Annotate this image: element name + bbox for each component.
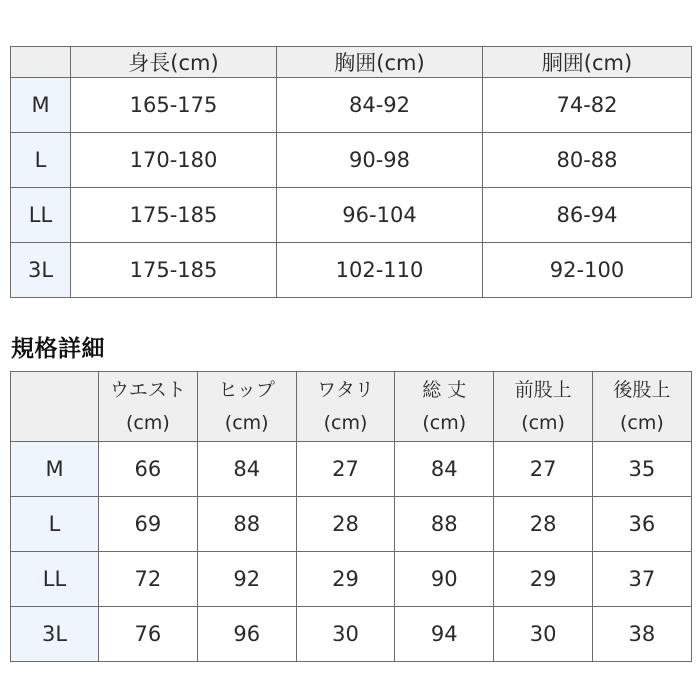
waist-cell: 86-94 xyxy=(483,188,692,243)
thigh-width-header: ワタリ (cm) xyxy=(296,372,395,442)
size-label: L xyxy=(11,497,99,552)
size-label: M xyxy=(11,78,71,133)
spec-cell: 72 xyxy=(99,552,198,607)
spec-cell: 37 xyxy=(592,552,691,607)
spec-cell: 96 xyxy=(197,607,296,662)
table-row xyxy=(11,442,692,497)
total-length-header: 総 丈 (cm) xyxy=(395,372,494,442)
spec-cell: 69 xyxy=(99,497,198,552)
spec-cell: 90 xyxy=(395,552,494,607)
spec-cell: 29 xyxy=(296,552,395,607)
spec-cell: 27 xyxy=(494,442,593,497)
table-row xyxy=(11,497,692,552)
size-label: 3L xyxy=(11,607,99,662)
front-rise-header: 前股上 (cm) xyxy=(494,372,593,442)
table-row xyxy=(11,78,692,133)
table-row xyxy=(11,607,692,662)
size-label: L xyxy=(11,133,71,188)
height-cell: 175-185 xyxy=(71,188,277,243)
chest-cell: 96-104 xyxy=(277,188,483,243)
chest-header: 胸囲(cm) xyxy=(277,47,483,78)
chest-cell: 90-98 xyxy=(277,133,483,188)
size-label: LL xyxy=(11,552,99,607)
spec-cell: 84 xyxy=(395,442,494,497)
spec-table-corner xyxy=(11,372,99,442)
back-rise-header: 後股上 (cm) xyxy=(592,372,691,442)
hip-header: ヒップ (cm) xyxy=(197,372,296,442)
spec-cell: 84 xyxy=(197,442,296,497)
waist-header: 胴囲(cm) xyxy=(483,47,692,78)
spec-cell: 94 xyxy=(395,607,494,662)
size-label: 3L xyxy=(11,243,71,298)
height-cell: 170-180 xyxy=(71,133,277,188)
table-row xyxy=(11,188,692,243)
waist-cell: 80-88 xyxy=(483,133,692,188)
height-header: 身長(cm) xyxy=(71,47,277,78)
size-table-header-row xyxy=(11,47,692,78)
spec-cell: 38 xyxy=(592,607,691,662)
table-row xyxy=(11,552,692,607)
table-row xyxy=(11,133,692,188)
spec-cell: 92 xyxy=(197,552,296,607)
chest-cell: 102-110 xyxy=(277,243,483,298)
size-table xyxy=(10,46,692,298)
spec-cell: 28 xyxy=(296,497,395,552)
spec-cell: 30 xyxy=(296,607,395,662)
height-cell: 165-175 xyxy=(71,78,277,133)
spec-cell: 35 xyxy=(592,442,691,497)
waist-measure-header: ウエスト (cm) xyxy=(99,372,198,442)
spec-cell: 76 xyxy=(99,607,198,662)
waist-cell: 74-82 xyxy=(483,78,692,133)
table-row xyxy=(11,243,692,298)
spec-cell: 29 xyxy=(494,552,593,607)
spec-cell: 28 xyxy=(494,497,593,552)
spec-cell: 88 xyxy=(395,497,494,552)
size-table-corner xyxy=(11,47,71,78)
waist-cell: 92-100 xyxy=(483,243,692,298)
spec-cell: 88 xyxy=(197,497,296,552)
size-label: M xyxy=(11,442,99,497)
spec-table-header-row xyxy=(11,372,692,442)
spec-cell: 36 xyxy=(592,497,691,552)
spec-table xyxy=(10,371,692,662)
chest-cell: 84-92 xyxy=(277,78,483,133)
spec-section-title: 規格詳細 xyxy=(11,336,105,362)
spec-cell: 30 xyxy=(494,607,593,662)
size-label: LL xyxy=(11,188,71,243)
spec-cell: 66 xyxy=(99,442,198,497)
spec-cell: 27 xyxy=(296,442,395,497)
height-cell: 175-185 xyxy=(71,243,277,298)
